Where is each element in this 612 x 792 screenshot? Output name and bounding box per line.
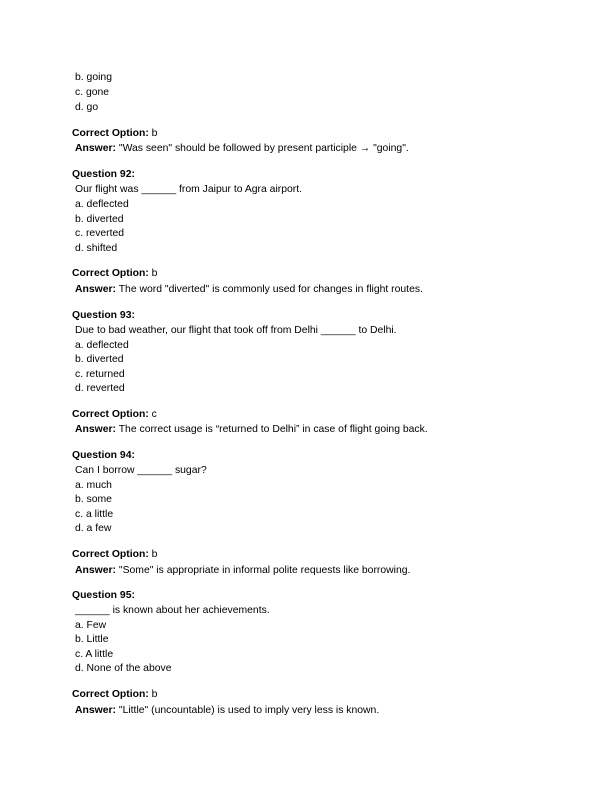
option-item: a. Few: [75, 620, 107, 631]
correct-option-label: Correct Option:: [72, 549, 149, 560]
option-item: d. None of the above: [75, 663, 172, 674]
correct-option-value: b: [151, 689, 158, 700]
correct-option: [72, 689, 157, 701]
option-item: c. a little: [75, 509, 114, 520]
option-item: b. diverted: [75, 354, 124, 365]
answer-text: "Little" (uncountable) is used to imply very less is known.: [118, 705, 380, 716]
answer-label: Answer:: [75, 565, 116, 576]
option-item: c. gone: [75, 87, 110, 98]
question-stem: [75, 325, 397, 337]
correct-option-value: b: [151, 128, 158, 139]
option-item: d. reverted: [75, 383, 125, 394]
answer-explanation: [75, 143, 409, 155]
stem-text: is known about her achievements.: [112, 605, 270, 616]
option-item: a. deflected: [75, 199, 129, 210]
correct-option-value: b: [151, 549, 158, 560]
blank: ______: [75, 605, 110, 616]
answer-label: Answer:: [75, 705, 116, 716]
answer-explanation: [75, 565, 410, 577]
option-item: d. a few: [75, 523, 112, 534]
option-item: b. Little: [75, 634, 109, 645]
question-stem: [75, 184, 302, 196]
blank: ______: [141, 184, 177, 195]
question-title: Question 92:: [72, 169, 135, 180]
answer-explanation: [75, 284, 423, 296]
question-title: Question 93:: [72, 310, 135, 321]
answer-text: The correct usage is “returned to Delhi” in case of flight going back.: [118, 424, 428, 435]
blank: ______: [320, 325, 356, 336]
answer-label: Answer:: [75, 143, 116, 154]
option-item: b. going: [75, 72, 112, 83]
option-item: c. reverted: [75, 228, 125, 239]
answer-label: Answer:: [75, 284, 116, 295]
correct-option-value: c: [151, 409, 157, 420]
answer-label: Answer:: [75, 424, 116, 435]
stem-text: sugar?: [174, 465, 207, 476]
option-item: b. diverted: [75, 214, 124, 225]
question-title: Question 94:: [72, 450, 135, 461]
question-stem: [75, 465, 207, 477]
correct-option: [72, 549, 157, 561]
option-item: d. go: [75, 102, 99, 113]
answer-explanation: [75, 705, 379, 717]
correct-option-label: Correct Option:: [72, 689, 149, 700]
option-item: c. returned: [75, 369, 125, 380]
answer-text: "Some" is appropriate in informal polite requests like borrowing.: [118, 565, 411, 576]
correct-option: [72, 268, 157, 280]
stem-text: Can I borrow: [75, 465, 135, 476]
stem-text: from Jaipur to Agra airport.: [179, 184, 303, 195]
answer-explanation: [75, 424, 428, 436]
correct-option: [72, 409, 157, 421]
option-item: a. deflected: [75, 340, 129, 351]
stem-text: to Delhi.: [358, 325, 397, 336]
option-item: c. A little: [75, 649, 114, 660]
stem-text: Due to bad weather, our flight that took off from Delhi: [75, 325, 318, 336]
correct-option: [72, 128, 157, 140]
correct-option-label: Correct Option:: [72, 409, 149, 420]
correct-option-label: Correct Option:: [72, 268, 149, 279]
correct-option-value: b: [151, 268, 158, 279]
blank: ______: [137, 465, 173, 476]
question-title: Question 95:: [72, 590, 135, 601]
answer-text: "Was seen" should be followed by present participle → "going".: [118, 143, 409, 154]
stem-text: Our flight was: [75, 184, 139, 195]
option-item: b. some: [75, 494, 112, 505]
answer-text: The word "diverted" is commonly used for changes in flight routes.: [118, 284, 423, 295]
option-item: d. shifted: [75, 243, 118, 254]
option-item: a. much: [75, 480, 112, 491]
question-stem: [75, 605, 270, 617]
correct-option-label: Correct Option:: [72, 128, 149, 139]
